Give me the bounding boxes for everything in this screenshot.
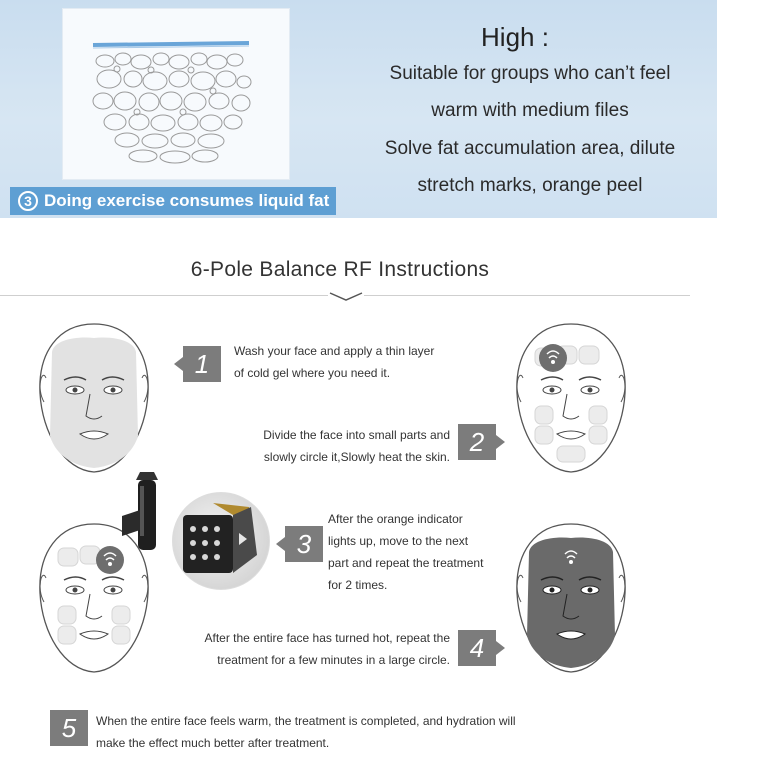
step-3-line-4: for 2 times. bbox=[328, 578, 388, 592]
step-1-text bbox=[234, 340, 494, 384]
chevron-down-icon bbox=[328, 291, 364, 303]
step-1-line-2: of cold gel where you need it. bbox=[234, 366, 391, 380]
high-title: High : bbox=[481, 22, 549, 52]
step-3-badge: 3 bbox=[285, 526, 323, 562]
caption-step-number: 3 bbox=[18, 191, 38, 211]
step-2-text bbox=[210, 424, 450, 468]
fat-cells-drawing bbox=[63, 9, 289, 179]
step-4-text bbox=[150, 627, 450, 671]
step-1-badge: 1 bbox=[183, 346, 221, 382]
caption-text: Doing exercise consumes liquid fat bbox=[44, 191, 330, 210]
step-3-line-1: After the orange indicator bbox=[328, 512, 463, 526]
face-step-4 bbox=[505, 518, 637, 678]
step-4-line-1: After the entire face has turned hot, repeat the bbox=[204, 631, 450, 645]
high-line-2: warm with medium files bbox=[431, 100, 629, 121]
step-5-line-2: make the effect much better after treatment. bbox=[96, 736, 330, 750]
step-5-line-1: When the entire face feels warm, the treatment is completed, and hydration will bbox=[96, 714, 516, 728]
step-2-line-2: slowly circle it,Slowly heat the skin. bbox=[263, 450, 450, 464]
face-step-1 bbox=[28, 318, 160, 478]
high-line-1: Suitable for groups who can’t feel bbox=[389, 63, 671, 84]
face-step-2 bbox=[505, 318, 637, 478]
step-4-line-2: treatment for a few minutes in a large circle. bbox=[217, 653, 450, 667]
step-2-line-1: Divide the face into small parts and bbox=[263, 428, 450, 442]
device-head-photo bbox=[172, 492, 270, 590]
step-2-badge: 2 bbox=[458, 424, 496, 460]
top-banner bbox=[0, 0, 717, 218]
step-3-line-3: part and repeat the treatment bbox=[328, 556, 484, 570]
fat-cells-illustration bbox=[62, 8, 290, 180]
step-3-text bbox=[328, 508, 518, 596]
high-line-4: stretch marks, orange peel bbox=[417, 175, 643, 196]
fat-caption bbox=[10, 187, 336, 215]
high-line-3: Solve fat accumulation area, dilute bbox=[384, 138, 676, 159]
electrode-head-drawing bbox=[173, 493, 269, 589]
step-5-badge: 5 bbox=[50, 710, 88, 746]
instructions-title: 6-Pole Balance RF Instructions bbox=[190, 258, 490, 281]
step-1-line-1: Wash your face and apply a thin layer bbox=[234, 344, 435, 358]
step-3-line-2: lights up, move to the next bbox=[328, 534, 469, 548]
step-5-text bbox=[96, 710, 616, 754]
step-4-badge: 4 bbox=[458, 630, 496, 666]
